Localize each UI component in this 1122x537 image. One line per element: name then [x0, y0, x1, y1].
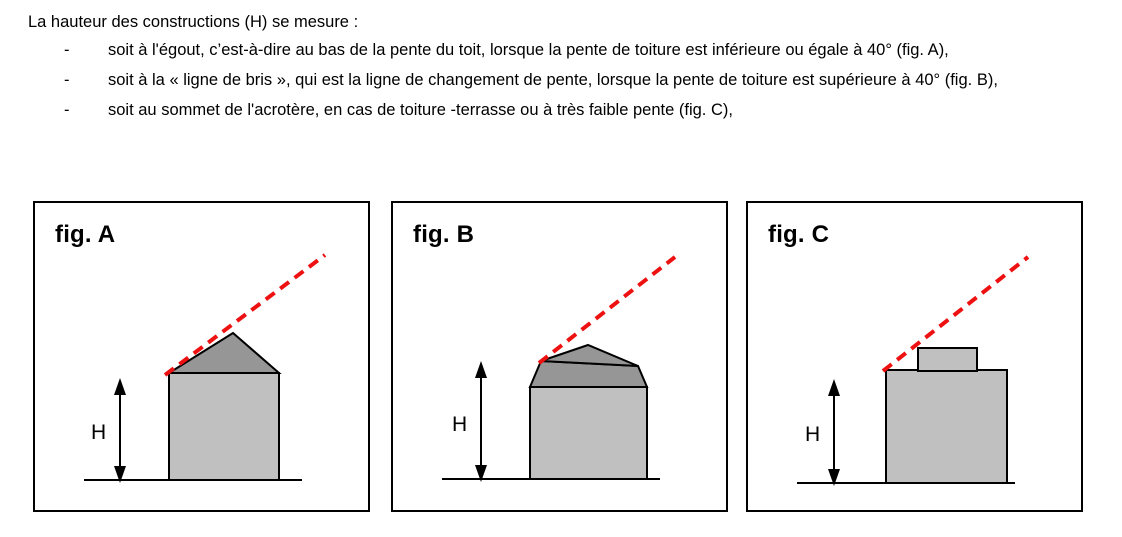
figure-panel-b: [391, 201, 728, 512]
list-item-text: soit au sommet de l'acrotère, en cas de toiture -terrasse ou à très faible pente (fig. C),: [108, 101, 733, 119]
list-item: [28, 66, 1108, 95]
figure-diagram-b: [393, 203, 726, 510]
figure-label-a: fig. A: [55, 221, 116, 248]
intro-sentence: La hauteur des constructions (H) se mesure :: [28, 13, 359, 31]
figure-diagram-c: [748, 203, 1081, 510]
height-label-a: H: [91, 421, 107, 444]
arrow-head-up-icon: [475, 361, 487, 378]
height-label-c: H: [805, 423, 821, 446]
bullet-dash-icon: -: [64, 41, 70, 59]
criteria-list: [28, 36, 1108, 125]
figure-label-b: fig. B: [413, 221, 475, 248]
building-body: [530, 387, 647, 479]
list-item: [28, 36, 1108, 65]
figure-diagram-a: [35, 203, 368, 510]
arrow-head-up-icon: [828, 379, 840, 396]
building-body: [169, 373, 279, 480]
bullet-dash-icon: -: [64, 101, 70, 119]
height-label-b: H: [452, 413, 468, 436]
building-body: [886, 370, 1007, 483]
slope-reference-line: [539, 257, 675, 363]
list-item-text: soit à la « ligne de bris », qui est la ligne de changement de pente, lorsque la pente de toiture est supérieure à 40° (fig. B),: [108, 71, 998, 89]
roof-shape: [169, 333, 279, 373]
list-item: [28, 96, 1108, 125]
arrow-head-up-icon: [114, 378, 126, 395]
figure-label-c: fig. C: [768, 221, 830, 248]
explanatory-text-block: [28, 10, 1108, 125]
list-item-text: soit à l'égout, c’est-à-dire au bas de la pente du toit, lorsque la pente de toiture est inférieure ou égale à 40° (fig. A),: [108, 41, 949, 59]
bullet-dash-icon: -: [64, 71, 70, 89]
rooftop-parapet-block: [918, 348, 977, 371]
figure-panel-a: [33, 201, 370, 512]
figure-panel-c: [746, 201, 1083, 512]
